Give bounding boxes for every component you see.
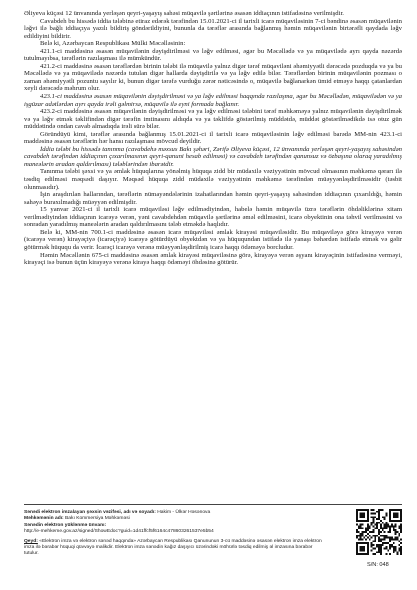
link-label: Sənədin elektron yüklənmə ünvanı: — [24, 522, 107, 528]
court-label: Məhkəmənin adı: — [24, 516, 64, 522]
paragraph: 423.2-ci maddəsinə əsasən müqavilənin dəyişdirilməsi və ya ləğv edilməsi tələbini tərəf məhkəməyə yalnız müqavilənin dəyişdirilmək və ya ləğv etmək təklifindən digər tərəfin imtinasını aldıqda və ya təklifdə göstərilmiş müddətdə, müddət göstərilmədikdə isə otuz gün müddətində ondan cavab almadıqda irəli sürə bilər. — [24, 108, 402, 131]
paragraph: 421.2-ci maddəsinə əsasən tərəflərdən birinin tələbi ilə müqavilə yalnız digər tərəf müqaviləni əhəmiyyətli dərəcədə pozduqda və ya bu Məcəllədə və ya müqavilədə nəzərdə tutulan digər hallarda dəyişdirilə və ya ləğv edilə bilər. Tərəflərdən birinin müqavilənin pozması o zaman əhəmiyyətli pozuntu sayılır ki, bunun digər tərəfə vurduğu zərər nəticəsində o, müqavilə bağlanarkən ümid etməyə haqqı çatanlardan xeyli dərəcədə məhrum olur. — [24, 62, 402, 93]
serial-number: S/N: 048 — [367, 562, 389, 568]
paragraph: 421.1-ci maddəsinə əsasən müqavilənin dəyişdirilməsi və ləğv edilməsi, əgər bu Məcəllədə və ya müqavilədə ayrı qayda nəzərdə tutulmayıbsa, tərəflərin razılaşması ilə mümkündür. — [24, 47, 402, 63]
paragraph: Belə ki, MM-nin 700.1-ci maddəsinə əsasən icarə müqaviləsi əmlak kirayəsi müqaviləsidir. Bu müqaviləyə görə kirayəyə verən (icarəyə verən) kirayəçiyə (icarəçiyə) icarəyə götürdüyü obyektdən və ya hüququndan istifadə ilə yanaşı bəhərdən istifadə etmək və gəlir götürmək hüququ da verir. İcarəçi icarəyə verənə müəyyənləşdirilmiş icarə haqqı ödəməyə borcludur. — [24, 228, 402, 251]
signature-footer — [24, 510, 324, 558]
note-text: «Elektron imza və elektron sənəd haqqında» Azərbaycan Respublikası Qanununun 3-cü maddəsinə əsasən elektron imza elektron imza ilə bərabər hüquqi qüvvəyə malikdir. Elektron imza sənədin kağız daşıyıcı üzərindəki möhürlə təsdiq edilmiş əl imzasına bərabər tutulur. — [24, 538, 322, 557]
signer-label: Sənədi elektron imzalayan şəxsin vəzifəsi, adı və soyadı: — [24, 510, 156, 515]
paragraph: Belə ki, Azərbaycan Respublikası Mülki Məcəlləsinin: — [40, 40, 186, 48]
document-link[interactable]: http://e-mehkeme.gov.az/signed/ShowEdoc?guid=1d41ffcf5f6164c478603261537e5b54 — [24, 529, 214, 535]
court-value: Bakı Kommersiya Məhkəməsi — [65, 516, 130, 522]
paragraph: Göründüyü kimi, tərəflər arasında bağlanmış 15.01.2021-ci il tarixli icarə müqaviləsinin ləğv edilməsi barədə MM-nin 423.1-ci maddəsinə əsasən tərəflərin hər hansı razılaşması mövcud deyildir. — [24, 130, 402, 146]
paragraph: 15 yanvar 2021-ci il tarixli icarə müqaviləsi ləğv edilmədiyindən, habelə həmin müqavilə üzrə tərəflərin öhdəliklərinə xitam verilmədiyindən iddiaçının icarəyə verən, yəni cavabdehdən müqavilə şərtlərinə əməl edilməsini, icarə obyektinin ona təhvil verilməsini və sonradan yaradılmış maneələrin aradan qaldırılmasını tələb etməkdə haqlıdır. — [24, 206, 402, 229]
paragraph: Cavabdeh bu hissədə iddia tələbinə etiraz edərək tərəfindən 15.01.2021-ci il tarixli icarə müqaviləsinin 7-ci bəndinə əsasən müqavilənin ləğvi ilə bağlı iddiaçıya yazılı bildiriş göndərildiyini, bununla da tərəflər arasında bağlanmış həmin müqavilənin birtərəfli qaydada ləğv edildiyini bildirir. — [24, 17, 402, 40]
paragraph: İşin araşdırılan hallarından, tərəflərin nümayəndələrinin izahatlarından həmin qeyri-yaşayış sahəsindən iddiaçının çıxarıldığı, həmin sahəyə buraxılmadığı müəyyən edilmişdir. — [24, 191, 402, 206]
paragraph-list — [24, 10, 402, 267]
paragraph: İddia tələbi bu hissədə tanınma (cavabdehə məxsus Bakı şəhəri, Zərifə Əliyeva küçəsi, 12 ünvanında yerləşən qeyri-yaşayış sahəsindən cavabdeh tərəfindən iddiaçının çıxarılmasının qeyri-qanuni hesab edilməsi) və cavabdeh tərəfindən qanunsuz və özbaşına olaraq yaradılmış maneələrin aradan qaldırılması) tələblərindən ibarətdir. — [24, 145, 402, 168]
paragraph: Tanınma tələbi şəxsi və ya əmlak hüquqlarına yönəlmiş hüquqa zidd bir müdaxilə vəziyyətinin mövcud olmasının məhkəmə qərarı ilə təsdiq edilməsi məqsədi daşıyır. Məqsəd hüquqa zidd müdaxilə vəziyyətinin məhkəmə tərəfindən müəyyənləşdirilməsidir (təsbit olunmasıdır). — [24, 168, 402, 191]
paragraph: 423.1-ci maddəsinə əsasən müqavilənin dəyişdirilməsi və ya ləğv edilməsi haqqında razılaşma, əgər bu Məcəllədən, müqavilədən və ya işgüzar adətlərdən ayrı qayda irəli gəlmirsə, müqavilə ilə eyni formada bağlanır. — [24, 93, 402, 108]
link-row[interactable] — [24, 529, 324, 535]
paragraph: Həmin Məcəllənin 675-ci maddəsinə əsasən əmlak kirayəsi müqaviləsinə görə, kirayəyə verən əşyanı kirayəçinin istifadəsinə verməyi, kirayəçi isə bunun üçün kirayəyə verənə kirayə haqqı ödəməyi öhdəsinə götürür. — [24, 251, 402, 267]
legal-note — [24, 539, 324, 558]
footer-divider — [24, 504, 402, 505]
qr-code-icon[interactable] — [356, 509, 402, 555]
document-body — [24, 10, 402, 267]
paragraph: Əliyeva küçəsi 12 ünvanında yerləşən qeyri-yaşayış sahəsi müqavilə şərtlərinə əsasən iddiaçının istifadəsinə verilmişdir. — [24, 10, 344, 17]
note-label: Qeyd: — [24, 538, 38, 544]
signer-value: Hakim - Ülkər Həsənova — [157, 510, 211, 515]
